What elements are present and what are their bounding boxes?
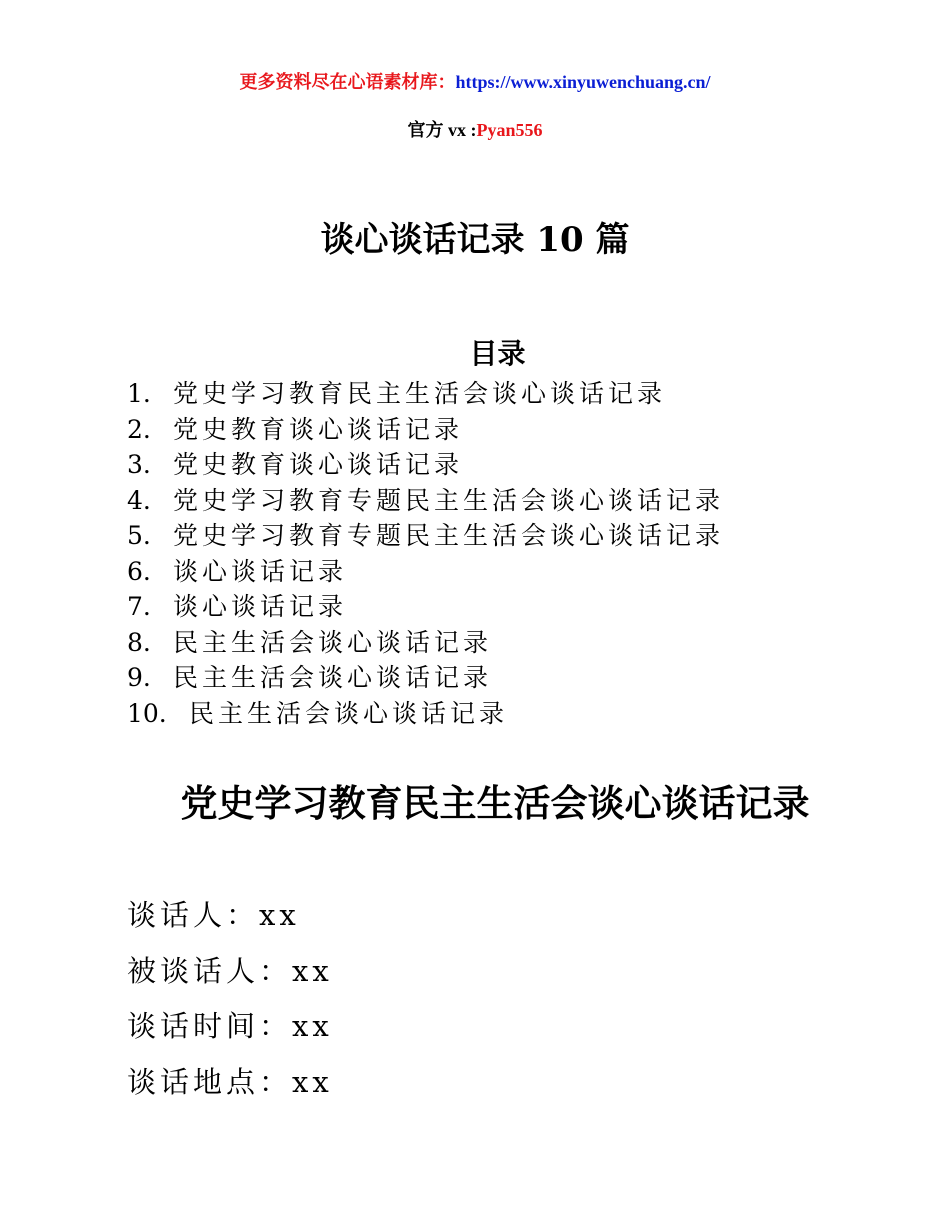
toc-item[interactable] [127, 412, 724, 448]
toc-item[interactable] [127, 554, 724, 590]
meta-value: xx [292, 1009, 333, 1043]
toc-item-text: 民主生活会谈心谈话记录 [189, 698, 509, 728]
toc-item-number: 7. [127, 592, 151, 621]
promo-text: 更多资料尽在心语素材库： [239, 72, 456, 92]
toc-item-number: 10. [127, 698, 167, 728]
toc-item-number: 9. [127, 663, 151, 692]
toc-item[interactable] [127, 696, 724, 732]
meta-row-interviewee [127, 944, 333, 1000]
toc-item[interactable] [127, 589, 724, 625]
toc-item[interactable] [127, 376, 724, 412]
conversation-meta [127, 888, 333, 1110]
toc-item-text: 党史学习教育民主生活会谈心谈话记录 [173, 379, 667, 408]
meta-row-speaker [127, 888, 333, 944]
toc-item-number: 2. [127, 414, 151, 444]
toc-item-text: 党史教育谈心谈话记录 [173, 414, 464, 444]
toc-item[interactable] [127, 447, 724, 483]
toc-item-number: 8. [127, 627, 151, 657]
toc-item-number: 4. [127, 485, 151, 515]
meta-label: 谈话地点： [127, 1064, 293, 1099]
meta-row-location [127, 1055, 333, 1111]
meta-value: xx [292, 1064, 333, 1099]
meta-value: xx [292, 953, 333, 988]
document-title: 谈心谈话记录 10 篇 [320, 220, 630, 260]
toc-item[interactable] [127, 660, 724, 696]
toc-item-number: 5. [127, 521, 151, 550]
wechat-label: 官方 vx : [407, 120, 477, 140]
meta-row-time [127, 999, 333, 1055]
toc-item[interactable] [127, 483, 724, 519]
meta-label: 谈话人： [127, 898, 260, 932]
toc-item-number: 3. [127, 450, 151, 479]
toc-item-text: 党史教育谈心谈话记录 [173, 450, 464, 479]
toc-item-text: 党史学习教育专题民主生活会谈心谈话记录 [173, 521, 725, 550]
toc-item-text: 民主生活会谈心谈话记录 [173, 627, 493, 657]
wechat-header [0, 116, 950, 142]
toc-item-text: 党史学习教育专题民主生活会谈心谈话记录 [173, 485, 725, 515]
wechat-id: Pyan556 [476, 120, 543, 140]
toc-item[interactable] [127, 518, 724, 554]
meta-label: 被谈话人： [127, 953, 293, 988]
section-title: 党史学习教育民主生活会谈心谈话记录 [180, 781, 810, 825]
meta-label: 谈话时间： [127, 1009, 293, 1043]
promo-header [0, 68, 950, 94]
toc-item-text: 谈心谈话记录 [173, 592, 348, 621]
table-of-contents [127, 376, 724, 731]
toc-item-number: 1. [127, 379, 151, 408]
promo-link[interactable]: https://www.xinyuwenchuang.cn/ [455, 72, 711, 92]
toc-item[interactable] [127, 625, 724, 661]
toc-item-text: 民主生活会谈心谈话记录 [173, 663, 493, 692]
toc-item-number: 6. [127, 556, 151, 586]
toc-heading: 目录 [469, 337, 526, 370]
meta-value: xx [259, 898, 300, 932]
toc-item-text: 谈心谈话记录 [173, 556, 348, 586]
